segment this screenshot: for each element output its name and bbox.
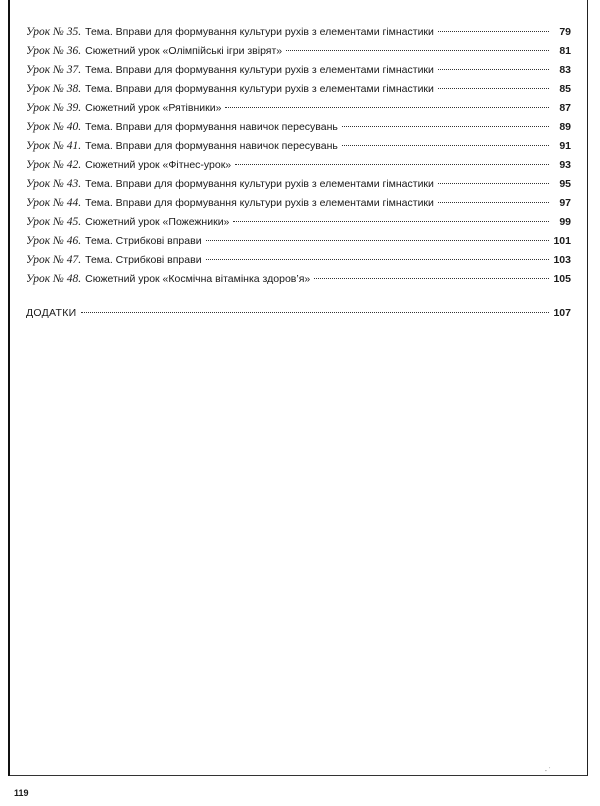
page-ref: 93 (559, 159, 571, 171)
dot-leader (286, 50, 549, 51)
toc-row[interactable] (26, 178, 571, 197)
toc-row[interactable] (26, 140, 571, 159)
toc-row[interactable] (26, 26, 571, 45)
page-ref: 81 (559, 45, 571, 57)
lesson-title: Сюжетний урок «Фітнес-урок» (85, 159, 232, 171)
appendix-title: ДОДАТКИ (26, 307, 77, 319)
scan-speck: ⸱ ˙ (545, 768, 552, 775)
lesson-number: Урок № 40. (26, 121, 82, 133)
page-ref: 105 (553, 273, 571, 285)
page-ref: 101 (553, 235, 571, 247)
page-ref: 83 (559, 64, 571, 76)
lesson-number: Урок № 41. (26, 140, 82, 152)
page-ref: 97 (559, 197, 571, 209)
toc-row-appendix[interactable] (26, 307, 571, 326)
lesson-title: Сюжетний урок «Пожежники» (85, 216, 230, 228)
lesson-number: Урок № 43. (26, 178, 82, 190)
dot-leader (235, 164, 549, 165)
page-ref: 95 (559, 178, 571, 190)
page-ref: 103 (553, 254, 571, 266)
lesson-number: Урок № 35. (26, 26, 82, 38)
dot-leader (206, 240, 549, 241)
lesson-title: Сюжетний урок «Космічна вітамінка здоров’я» (85, 273, 311, 285)
page-number: 119 (14, 788, 29, 798)
lesson-title: Сюжетний урок «Рятівники» (85, 102, 222, 114)
page-ref: 89 (559, 121, 571, 133)
toc-row[interactable] (26, 45, 571, 64)
lesson-title: Тема. Вправи для формування культури рухів з елементами гімнастики (85, 178, 434, 190)
page-ref: 79 (559, 26, 571, 38)
lesson-title: Сюжетний урок «Олімпійські ігри звірят» (85, 45, 283, 57)
dot-leader (438, 183, 549, 184)
lesson-title: Тема. Вправи для формування культури рухів з елементами гімнастики (85, 197, 434, 209)
lesson-title: Тема. Стрибкові вправи (85, 254, 202, 266)
lesson-title: Тема. Вправи для формування культури рухів з елементами гімнастики (85, 83, 434, 95)
toc-row[interactable] (26, 102, 571, 121)
page-ref: 107 (553, 307, 571, 319)
lesson-title: Тема. Вправи для формування культури рухів з елементами гімнастики (85, 26, 434, 38)
toc-row[interactable] (26, 235, 571, 254)
toc-row[interactable] (26, 216, 571, 235)
toc-row[interactable] (26, 159, 571, 178)
lesson-number: Урок № 44. (26, 197, 82, 209)
lesson-number: Урок № 38. (26, 83, 82, 95)
lesson-title: Тема. Вправи для формування навичок пересувань (85, 140, 338, 152)
lesson-number: Урок № 47. (26, 254, 82, 266)
toc-row[interactable] (26, 254, 571, 273)
dot-leader (438, 31, 549, 32)
lesson-number: Урок № 48. (26, 273, 82, 285)
dot-leader (233, 221, 549, 222)
dot-leader (438, 202, 549, 203)
lesson-number: Урок № 36. (26, 45, 82, 57)
dot-leader (438, 88, 549, 89)
table-of-contents (26, 26, 571, 326)
dot-leader (206, 259, 549, 260)
dot-leader (342, 126, 549, 127)
toc-row[interactable] (26, 83, 571, 102)
toc-row[interactable] (26, 64, 571, 83)
lesson-number: Урок № 37. (26, 64, 82, 76)
lesson-number: Урок № 46. (26, 235, 82, 247)
dot-leader (314, 278, 549, 279)
lesson-number: Урок № 45. (26, 216, 82, 228)
page-ref: 87 (559, 102, 571, 114)
lesson-number: Урок № 39. (26, 102, 82, 114)
lesson-title: Тема. Вправи для формування навичок пересувань (85, 121, 338, 133)
toc-row[interactable] (26, 197, 571, 216)
lesson-number: Урок № 42. (26, 159, 82, 171)
lesson-title: Тема. Стрибкові вправи (85, 235, 202, 247)
page-ref: 99 (559, 216, 571, 228)
dot-leader (438, 69, 549, 70)
toc-row[interactable] (26, 121, 571, 140)
page-ref: 85 (559, 83, 571, 95)
lesson-title: Тема. Вправи для формування культури рухів з елементами гімнастики (85, 64, 434, 76)
toc-row[interactable] (26, 273, 571, 292)
dot-leader (81, 312, 549, 313)
dot-leader (342, 145, 549, 146)
dot-leader (225, 107, 549, 108)
page-ref: 91 (559, 140, 571, 152)
